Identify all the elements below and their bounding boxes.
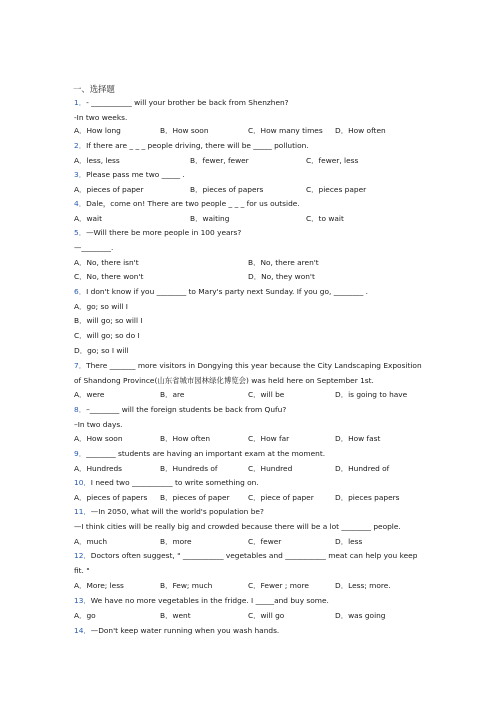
option-a[interactable]: A．How long [74,126,121,135]
option-b[interactable]: B．No, there aren't [248,258,319,267]
question-1 [74,98,289,108]
question-6 [74,287,368,297]
option-d[interactable]: D．is going to have [335,390,408,399]
question-number: 12． [74,551,91,560]
question-9 [74,449,325,459]
question-text: –________ will the foreign students be back from Qufu? [86,405,287,414]
option-b[interactable]: B．went [160,611,191,620]
question-text: Please pass me two _____ . [86,170,185,179]
option-c[interactable]: C．fewer, less [306,156,359,165]
option-b[interactable]: B．fewer, fewer [190,156,249,165]
option-b[interactable]: B．pieces of paper [160,493,230,502]
question-extra: of Shandong Province(山东省城市园林绿化博览会) was held here on September 1st. [74,376,374,385]
option-c[interactable]: C．Hundred [248,464,293,473]
option-a[interactable]: A．less, less [74,156,120,165]
question-text: I need two ___________ to write something on. [90,478,259,487]
option-a[interactable]: A．much [74,537,108,546]
option-c[interactable]: C．Fewer ; more [248,581,309,590]
question-number: 7． [74,361,87,370]
option-d[interactable]: D．was going [335,611,386,620]
question-extra: fit. " [74,566,90,575]
option-d[interactable]: D．less [335,537,363,546]
option-d[interactable]: D．pieces papers [335,493,400,502]
question-number: 11． [74,507,91,516]
option-d[interactable]: D．go; so I will [74,346,129,355]
question-text: We have no more vegetables in the fridge. I _____and buy some. [90,596,329,605]
option-b[interactable]: B．pieces of papers [190,185,264,194]
question-11 [74,507,264,517]
option-c[interactable]: C．How far [248,434,290,443]
question-number: 6． [74,287,87,296]
question-13 [74,596,329,606]
option-b[interactable]: B．will go; so will I [74,316,143,325]
option-c[interactable]: C．piece of paper [248,493,314,502]
question-text: —Will there be more people in 100 years? [86,228,242,237]
option-d[interactable]: D．How often [335,126,386,135]
question-8 [74,405,286,415]
question-number: 13． [74,596,91,605]
question-5 [74,228,241,238]
question-text: Dale，come on! There are two people _ _ _ for us outside. [86,199,300,208]
option-a[interactable]: A．pieces of papers [74,493,148,502]
question-extra: –In two days. [74,420,123,429]
option-b[interactable]: B．waiting [190,214,230,223]
option-a[interactable]: A．go; so will I [74,302,128,311]
question-2 [74,141,309,151]
option-a[interactable]: A．No, there isn't [74,258,139,267]
option-c[interactable]: C．to wait [306,214,344,223]
option-a[interactable]: A．go [74,611,96,620]
option-b[interactable]: B．How often [160,434,211,443]
question-text: - ___________ will your brother be back from Shenzhen? [86,98,289,107]
option-d[interactable]: D．No, they won't [248,272,315,281]
option-b[interactable]: B．How soon [160,126,209,135]
option-b[interactable]: B．Few; much [160,581,213,590]
question-text: ________ students are having an important exam at the moment. [86,449,326,458]
question-number: 4． [74,199,87,208]
question-number: 10． [74,478,91,487]
option-c[interactable]: C．will go; so do I [74,331,140,340]
option-c[interactable]: C．How many times [248,126,323,135]
question-text: There _______ more visitors in Dongying this year because the City Landscaping Exposition [86,361,422,370]
question-extra: -In two weeks. [74,113,128,122]
option-c[interactable]: C．pieces paper [306,185,367,194]
question-text: Doctors often suggest, " ___________ vegetables and ___________ meat can help you keep [90,551,418,560]
question-text: —In 2050, what will the world's population be? [90,507,264,516]
question-text: —Don't keep water running when you wash hands. [90,626,280,635]
question-text: I don't know if you ________ to Mary's party next Sunday. If you go, ________ . [86,287,368,296]
option-c[interactable]: C．will be [248,390,285,399]
section-title: 一、选择题 [73,84,115,94]
option-c[interactable]: C．will go [248,611,285,620]
option-c[interactable]: C．fewer [248,537,282,546]
option-c[interactable]: C．No, there won't [74,272,144,281]
option-d[interactable]: D．How fast [335,434,381,443]
option-b[interactable]: B．more [160,537,192,546]
question-extra: —I think cities will be really big and crowded because there will be a lot ________ people. [74,522,401,531]
option-b[interactable]: B．Hundreds of [160,464,218,473]
option-a[interactable]: A．More; less [74,581,124,590]
question-extra: —________. [74,243,114,252]
option-a[interactable]: A．How soon [74,434,123,443]
option-a[interactable]: A．Hundreds [74,464,123,473]
question-12 [74,551,417,561]
question-number: 14． [74,626,91,635]
question-14 [74,626,279,636]
option-b[interactable]: B．are [160,390,185,399]
question-number: 8． [74,405,87,414]
option-a[interactable]: A．wait [74,214,102,223]
question-number: 5． [74,228,87,237]
question-3 [74,170,185,180]
question-number: 3． [74,170,87,179]
question-10 [74,478,259,488]
question-number: 1． [74,98,87,107]
option-a[interactable]: A．pieces of paper [74,185,144,194]
question-7 [74,361,422,371]
option-a[interactable]: A．were [74,390,105,399]
question-number: 2． [74,141,87,150]
option-d[interactable]: D．Less; more. [335,581,391,590]
question-4 [74,199,300,209]
question-number: 9． [74,449,87,458]
question-text: If there are _ _ _ people driving, there will be _____ pollution. [86,141,309,150]
option-d[interactable]: D．Hundred of [335,464,390,473]
